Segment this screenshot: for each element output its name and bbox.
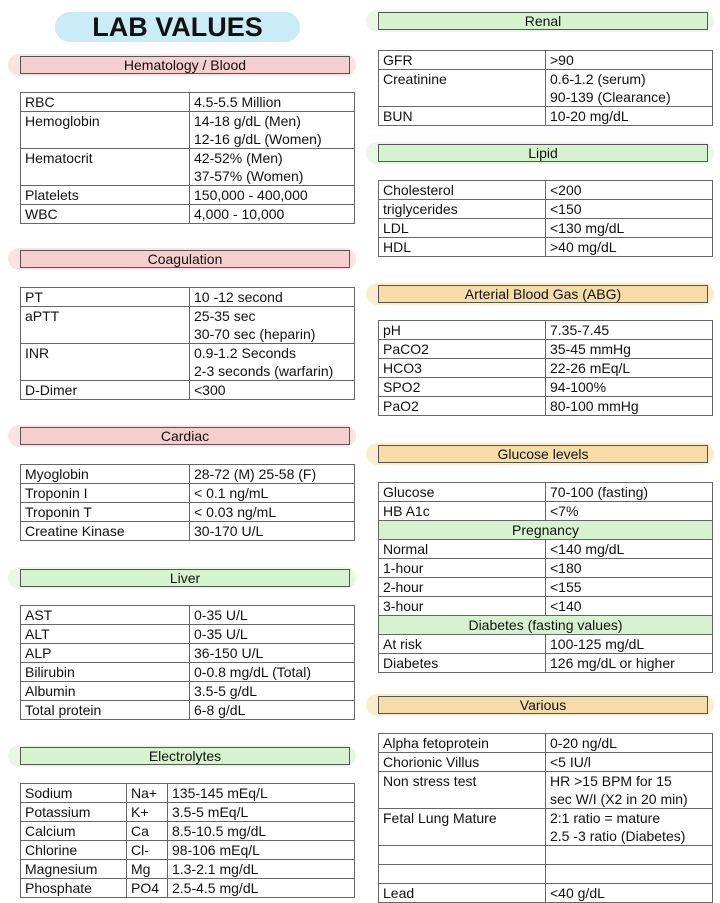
test-value: 0-0.8 mg/dL (Total) xyxy=(190,663,355,682)
test-value: 0-35 U/L xyxy=(190,606,355,625)
subheader: Diabetes (fasting values) xyxy=(379,616,713,635)
test-name: Bilirubin xyxy=(21,663,190,682)
table-cardiac xyxy=(20,464,355,541)
table-row xyxy=(21,344,355,381)
test-name: INR xyxy=(21,344,190,381)
test-name: Non stress test xyxy=(379,772,546,809)
table-row xyxy=(21,841,355,860)
test-name: Cholesterol xyxy=(379,181,546,200)
test-name: PaO2 xyxy=(379,397,546,416)
section-title: Liver xyxy=(20,569,350,587)
test-name: 1-hour xyxy=(379,559,546,578)
table-row xyxy=(379,809,713,846)
test-value: <300 xyxy=(190,381,355,400)
test-value: 7.35-7.45 xyxy=(546,321,713,340)
test-value: 0.6-1.2 (serum) 90-139 (Clearance) xyxy=(546,70,713,107)
test-value: <140 mg/dL xyxy=(546,540,713,559)
section-header-coagulation xyxy=(8,248,356,270)
section-header-cardiac xyxy=(8,425,356,447)
test-value: 14-18 g/dL (Men) 12-16 g/dL (Women) xyxy=(190,112,355,149)
section-title: Cardiac xyxy=(20,427,350,445)
table-row xyxy=(379,559,713,578)
test-name: PT xyxy=(21,288,190,307)
test-value: 30-170 U/L xyxy=(190,522,355,541)
test-value: <7% xyxy=(546,502,713,521)
section-title: Glucose levels xyxy=(378,445,708,463)
table-row xyxy=(21,307,355,344)
test-name: 2-hour xyxy=(379,578,546,597)
table-row xyxy=(21,822,355,841)
subheader: Pregnancy xyxy=(379,521,713,540)
table-row xyxy=(21,860,355,879)
test-value: >40 mg/dL xyxy=(546,238,713,257)
table-row xyxy=(21,625,355,644)
table-liver xyxy=(20,605,355,720)
test-name: Platelets xyxy=(21,186,190,205)
table-row xyxy=(379,502,713,521)
test-name: Fetal Lung Mature xyxy=(379,809,546,846)
table-row xyxy=(379,181,713,200)
test-value: <40 g/dL xyxy=(546,884,713,903)
test-value xyxy=(546,865,713,884)
test-value: 100-125 mg/dL xyxy=(546,635,713,654)
test-name: ALP xyxy=(21,644,190,663)
table-row xyxy=(379,483,713,502)
test-value: 98-106 mEq/L xyxy=(168,841,355,860)
test-value: 70-100 (fasting) xyxy=(546,483,713,502)
test-symbol: K+ xyxy=(127,803,168,822)
table-row xyxy=(21,606,355,625)
test-value: 4,000 - 10,000 xyxy=(190,205,355,224)
test-value: 0.9-1.2 Seconds 2-3 seconds (warfarin) xyxy=(190,344,355,381)
table-row xyxy=(379,846,713,865)
table-row xyxy=(379,753,713,772)
section-header-abg xyxy=(366,283,714,305)
section-title: Renal xyxy=(378,12,708,30)
table-row xyxy=(21,682,355,701)
test-name: At risk xyxy=(379,635,546,654)
table-row xyxy=(379,378,713,397)
test-symbol: Na+ xyxy=(127,784,168,803)
test-name: triglycerides xyxy=(379,200,546,219)
test-value: 1.3-2.1 mg/dL xyxy=(168,860,355,879)
test-value: <150 xyxy=(546,200,713,219)
table-row xyxy=(379,70,713,107)
table-row xyxy=(21,803,355,822)
table-row xyxy=(379,654,713,673)
table-row xyxy=(21,522,355,541)
test-value: 3.5-5 mEq/L xyxy=(168,803,355,822)
table-row xyxy=(379,884,713,903)
section-title: Arterial Blood Gas (ABG) xyxy=(378,285,708,303)
table-row xyxy=(379,597,713,616)
table-row xyxy=(379,219,713,238)
test-value: < 0.1 ng/mL xyxy=(190,484,355,503)
test-name xyxy=(379,846,546,865)
section-title: Various xyxy=(378,696,708,714)
test-name: Chlorine xyxy=(21,841,127,860)
test-name: HB A1c xyxy=(379,502,546,521)
test-name: Phosphate xyxy=(21,879,127,898)
table-hematology xyxy=(20,92,355,224)
test-name: Creatinine xyxy=(379,70,546,107)
test-name: Sodium xyxy=(21,784,127,803)
test-name: Hematocrit xyxy=(21,149,190,186)
test-value: 10 -12 second xyxy=(190,288,355,307)
table-row xyxy=(379,521,713,540)
test-name: HCO3 xyxy=(379,359,546,378)
test-name: Magnesium xyxy=(21,860,127,879)
table-lipid xyxy=(378,180,713,257)
test-value: 150,000 - 400,000 xyxy=(190,186,355,205)
table-row xyxy=(379,397,713,416)
table-row xyxy=(21,503,355,522)
test-name: ALT xyxy=(21,625,190,644)
section-title: Lipid xyxy=(378,144,708,162)
test-name: Calcium xyxy=(21,822,127,841)
section-header-lipid xyxy=(366,142,714,164)
section-header-glucose xyxy=(366,443,714,465)
test-value: HR >15 BPM for 15 sec W/I (X2 in 20 min) xyxy=(546,772,713,809)
test-name: Troponin I xyxy=(21,484,190,503)
table-row xyxy=(21,112,355,149)
test-value xyxy=(546,846,713,865)
test-value: 3.5-5 g/dL xyxy=(190,682,355,701)
test-value: 28-72 (M) 25-58 (F) xyxy=(190,465,355,484)
table-row xyxy=(21,663,355,682)
test-value: 126 mg/dL or higher xyxy=(546,654,713,673)
table-row xyxy=(379,200,713,219)
test-value: < 0.03 ng/mL xyxy=(190,503,355,522)
table-row xyxy=(379,321,713,340)
test-name: Lead xyxy=(379,884,546,903)
test-name: RBC xyxy=(21,93,190,112)
test-name: Creatine Kinase xyxy=(21,522,190,541)
section-title: Coagulation xyxy=(20,250,350,268)
test-name: Normal xyxy=(379,540,546,559)
test-name: Troponin T xyxy=(21,503,190,522)
test-value: 94-100% xyxy=(546,378,713,397)
test-name: Albumin xyxy=(21,682,190,701)
test-value: 42-52% (Men) 37-57% (Women) xyxy=(190,149,355,186)
table-row xyxy=(379,635,713,654)
test-value: 0-20 ng/dL xyxy=(546,734,713,753)
test-value: <155 xyxy=(546,578,713,597)
section-header-hematology xyxy=(8,54,356,76)
table-various xyxy=(378,733,713,903)
test-name: Hemoglobin xyxy=(21,112,190,149)
test-value: <130 mg/dL xyxy=(546,219,713,238)
test-value: 8.5-10.5 mg/dL xyxy=(168,822,355,841)
table-row xyxy=(21,288,355,307)
table-row xyxy=(21,484,355,503)
test-name: SPO2 xyxy=(379,378,546,397)
test-value: 35-45 mmHg xyxy=(546,340,713,359)
test-symbol: Mg xyxy=(127,860,168,879)
test-value: <5 IU/l xyxy=(546,753,713,772)
test-symbol: PO4 xyxy=(127,879,168,898)
test-name: WBC xyxy=(21,205,190,224)
table-row xyxy=(21,205,355,224)
test-value: 10-20 mg/dL xyxy=(546,107,713,126)
test-name: LDL xyxy=(379,219,546,238)
table-row xyxy=(21,186,355,205)
table-row xyxy=(379,772,713,809)
table-row xyxy=(21,701,355,720)
section-header-renal xyxy=(366,10,714,32)
test-name: Glucose xyxy=(379,483,546,502)
table-renal xyxy=(378,50,713,126)
test-name: HDL xyxy=(379,238,546,257)
table-row xyxy=(379,51,713,70)
test-name: Total protein xyxy=(21,701,190,720)
test-name: Chorionic Villus xyxy=(379,753,546,772)
test-value: 80-100 mmHg xyxy=(546,397,713,416)
table-abg xyxy=(378,320,713,416)
table-row xyxy=(21,93,355,112)
table-row xyxy=(379,359,713,378)
section-title: Electrolytes xyxy=(20,747,350,765)
page-title: LAB VALUES xyxy=(55,12,300,42)
test-name: 3-hour xyxy=(379,597,546,616)
table-row xyxy=(379,578,713,597)
test-value: 22-26 mEq/L xyxy=(546,359,713,378)
section-header-electrolytes xyxy=(8,745,356,767)
test-name: aPTT xyxy=(21,307,190,344)
test-symbol: Cl- xyxy=(127,841,168,860)
test-value: 0-35 U/L xyxy=(190,625,355,644)
test-value: <140 xyxy=(546,597,713,616)
test-name: AST xyxy=(21,606,190,625)
table-row xyxy=(379,616,713,635)
table-row xyxy=(21,644,355,663)
test-name: BUN xyxy=(379,107,546,126)
test-value: 4.5-5.5 Million xyxy=(190,93,355,112)
test-value: <200 xyxy=(546,181,713,200)
section-header-liver xyxy=(8,567,356,589)
test-value: 6-8 g/dL xyxy=(190,701,355,720)
test-value: <180 xyxy=(546,559,713,578)
table-coagulation xyxy=(20,287,355,400)
table-row xyxy=(21,381,355,400)
table-row xyxy=(379,107,713,126)
test-value: 2:1 ratio = mature 2.5 -3 ratio (Diabetes) xyxy=(546,809,713,846)
test-value: 25-35 sec 30-70 sec (heparin) xyxy=(190,307,355,344)
table-row xyxy=(379,865,713,884)
test-name: PaCO2 xyxy=(379,340,546,359)
test-value: 36-150 U/L xyxy=(190,644,355,663)
table-row xyxy=(21,149,355,186)
test-name: Diabetes xyxy=(379,654,546,673)
test-name: Alpha fetoprotein xyxy=(379,734,546,753)
test-name xyxy=(379,865,546,884)
table-row xyxy=(379,734,713,753)
section-title: Hematology / Blood xyxy=(20,56,350,74)
table-row xyxy=(379,340,713,359)
table-row xyxy=(21,784,355,803)
table-glucose xyxy=(378,482,713,673)
test-name: pH xyxy=(379,321,546,340)
test-value: 2.5-4.5 mg/dL xyxy=(168,879,355,898)
test-name: Myoglobin xyxy=(21,465,190,484)
test-name: GFR xyxy=(379,51,546,70)
table-row xyxy=(379,238,713,257)
table-row xyxy=(379,540,713,559)
section-header-various xyxy=(366,694,714,716)
test-symbol: Ca xyxy=(127,822,168,841)
table-row xyxy=(21,465,355,484)
test-value: >90 xyxy=(546,51,713,70)
test-name: Potassium xyxy=(21,803,127,822)
test-value: 135-145 mEq/L xyxy=(168,784,355,803)
table-electrolytes xyxy=(20,783,355,898)
test-name: D-Dimer xyxy=(21,381,190,400)
